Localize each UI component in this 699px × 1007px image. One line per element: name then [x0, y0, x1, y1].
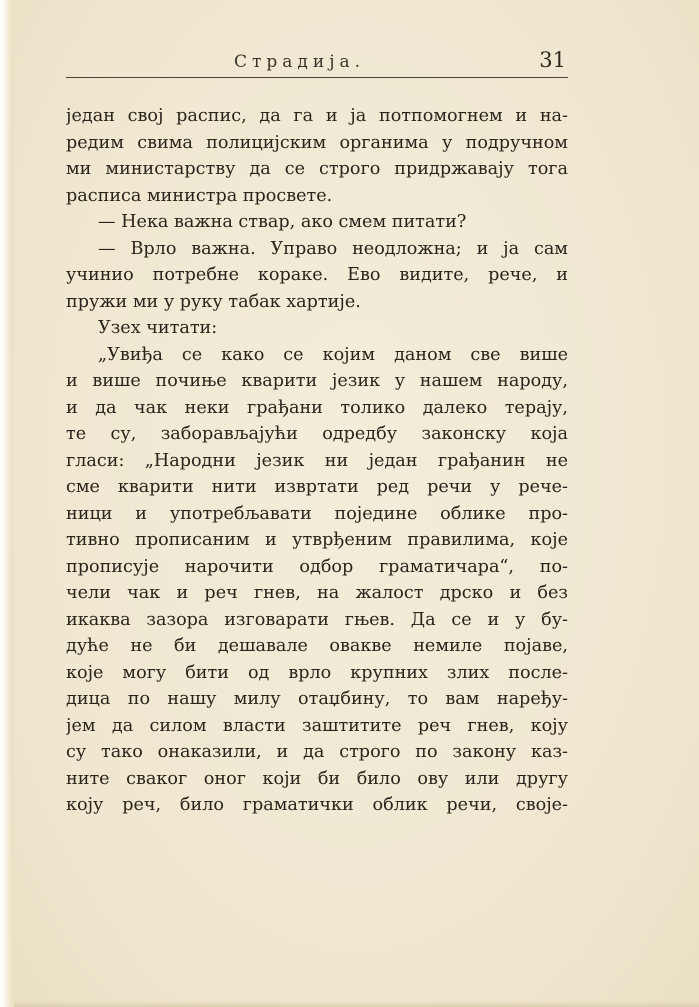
- text-line: чели чак и реч гнев, на жалост дрско и без: [66, 583, 568, 603]
- text-line: које могу бити од врло крупних злих после-: [66, 662, 568, 683]
- text-line: редим свима полицијским органима у подручном: [66, 132, 568, 153]
- text-line: и више почиње кварити језик у нашем народу,: [66, 371, 568, 391]
- text-line: су тако онаказили, и да строго по закону каз-: [66, 742, 568, 762]
- text-line: учинио потребне кораке. Ево видите, рече, и: [66, 265, 568, 285]
- text-line: — Нека важна ствар, ако смем питати?: [98, 212, 467, 232]
- text-line: — Врло важна. Управо неодложна; и ја сам: [98, 238, 568, 259]
- text-line: ми министарству да се строго придржавају тога: [66, 159, 568, 179]
- text-line: јем да силом власти заштитите реч гнев, коју: [66, 715, 568, 736]
- text-line: сме кварити нити извртати ред речи у рече-: [66, 477, 568, 497]
- text-line: и да чак неки грађани толико далеко терају,: [66, 397, 568, 418]
- header-rule: [66, 77, 568, 78]
- text-line: гласи: „Народни језик ни један грађанин не: [66, 450, 568, 471]
- page-bottom-edge: [14, 1001, 699, 1007]
- text-line: један свој распис, да га и ја потпомогнем и на-: [66, 106, 568, 126]
- text-line: коју реч, било граматички облик речи, своје-: [66, 795, 568, 815]
- text-line: прописује нарочити одбор граматичара“, по-: [66, 556, 568, 577]
- text-line: дуће не би дешавале овакве немиле појаве,: [66, 636, 568, 656]
- body-text: [66, 103, 568, 819]
- text-line: „Увиђа се како се којим даном све више: [98, 344, 568, 365]
- book-spine: [0, 0, 14, 1007]
- text-line: те су, заборављајући одредбу законску која: [66, 424, 568, 444]
- text-line: икаква зазора изговарати гњев. Да се и у бу-: [66, 609, 568, 630]
- text-line: пружи ми у руку табак хартије.: [66, 291, 361, 312]
- text-line: дица по нашу милу отаџбину, то вам наређу-: [66, 689, 568, 709]
- text-line: ници и употребљавати поједине облике про-: [66, 503, 568, 524]
- text-line: тивно прописаним и утврђеним правилима, које: [66, 530, 568, 550]
- text-line: ните сваког оног који би било ову или другу: [66, 768, 568, 789]
- running-title: Страдија.: [234, 52, 366, 72]
- page-number: 31: [539, 48, 566, 72]
- text-line: Узех читати:: [98, 318, 218, 338]
- page-header: [66, 48, 568, 76]
- text-line: расписа министра просвете.: [66, 185, 333, 206]
